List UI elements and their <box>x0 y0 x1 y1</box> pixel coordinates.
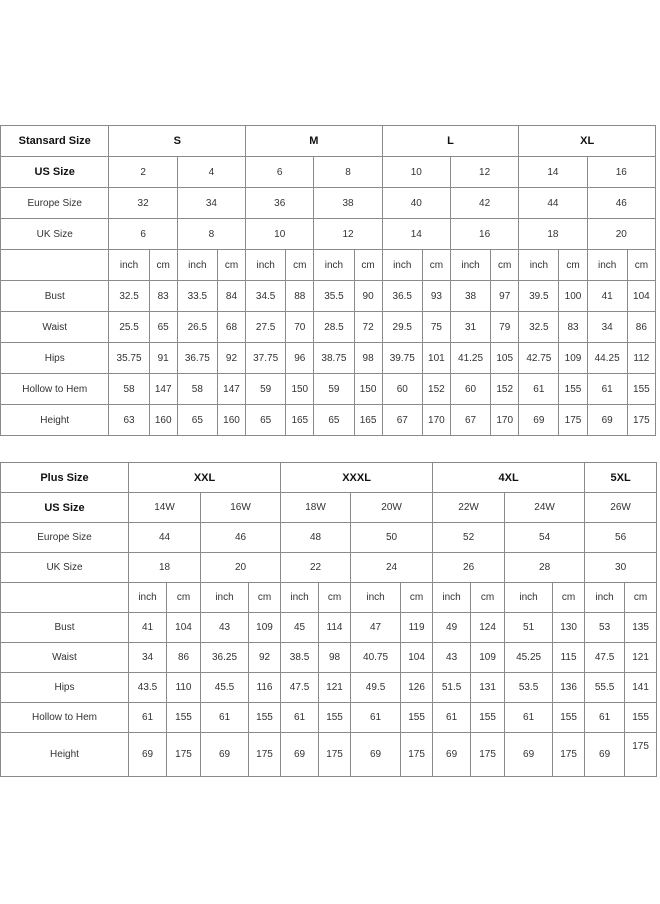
us-size-value: 12 <box>450 157 518 188</box>
us-size-value: 2 <box>109 157 177 188</box>
measurement-value: 65 <box>177 405 217 436</box>
uk-size-value: 18 <box>519 219 587 250</box>
uk-size-label: UK Size <box>1 553 129 583</box>
measurement-value: 40.75 <box>351 643 401 673</box>
measurement-value: 25.5 <box>109 312 149 343</box>
measurement-value: 124 <box>471 613 505 643</box>
europe-size-value: 50 <box>351 523 433 553</box>
measurement-value: 41.25 <box>450 343 490 374</box>
unit-cm: cm <box>553 583 585 613</box>
unit-cm: cm <box>491 250 519 281</box>
measurement-value: 104 <box>627 281 655 312</box>
unit-cm: cm <box>422 250 450 281</box>
measurement-value: 175 <box>167 733 201 777</box>
unit-inch: inch <box>177 250 217 281</box>
europe-size-value: 36 <box>246 188 314 219</box>
size-group-header: M <box>246 126 383 157</box>
measurement-value: 84 <box>217 281 245 312</box>
measurement-value: 170 <box>422 405 450 436</box>
unit-cm: cm <box>627 250 655 281</box>
measurement-value: 175 <box>249 733 281 777</box>
measurement-value: 49.5 <box>351 673 401 703</box>
measurement-value: 155 <box>167 703 201 733</box>
uk-size-value: 10 <box>246 219 314 250</box>
measurement-value: 33.5 <box>177 281 217 312</box>
measurement-value: 69 <box>519 405 559 436</box>
measurement-value: 60 <box>450 374 490 405</box>
measurement-value: 175 <box>627 405 655 436</box>
measurement-row <box>1 405 656 436</box>
us-size-value: 8 <box>314 157 382 188</box>
measurement-value: 165 <box>286 405 314 436</box>
unit-inch: inch <box>246 250 286 281</box>
measurement-value: 96 <box>286 343 314 374</box>
table-header-label: Plus Size <box>1 463 129 493</box>
uk-size-value: 22 <box>281 553 351 583</box>
europe-size-value: 48 <box>281 523 351 553</box>
measurement-value: 92 <box>249 643 281 673</box>
measurement-value: 42.75 <box>519 343 559 374</box>
measurement-value: 36.75 <box>177 343 217 374</box>
measurement-value: 69 <box>585 733 625 777</box>
measurement-value: 101 <box>422 343 450 374</box>
measurement-value: 175 <box>559 405 587 436</box>
measurement-value: 59 <box>246 374 286 405</box>
measurement-value: 98 <box>319 643 351 673</box>
measurement-value: 100 <box>559 281 587 312</box>
unit-inch: inch <box>129 583 167 613</box>
measurement-value: 121 <box>625 643 657 673</box>
measurement-value: 83 <box>149 281 177 312</box>
measurement-value: 32.5 <box>519 312 559 343</box>
measurement-value: 47.5 <box>281 673 319 703</box>
measurement-value: 45.5 <box>201 673 249 703</box>
europe-size-label: Europe Size <box>1 523 129 553</box>
us-size-value: 10 <box>382 157 450 188</box>
europe-size-value: 52 <box>433 523 505 553</box>
uk-size-value: 16 <box>450 219 518 250</box>
uk-size-value: 20 <box>201 553 281 583</box>
unit-inch: inch <box>109 250 149 281</box>
measurement-value: 36.25 <box>201 643 249 673</box>
measurement-value: 67 <box>382 405 422 436</box>
measurement-value: 43 <box>201 613 249 643</box>
unit-row <box>1 250 656 281</box>
measurement-label: Waist <box>1 312 109 343</box>
measurement-value: 34 <box>587 312 627 343</box>
measurement-value: 75 <box>422 312 450 343</box>
measurement-value: 37.75 <box>246 343 286 374</box>
measurement-value: 150 <box>286 374 314 405</box>
unit-inch: inch <box>585 583 625 613</box>
us-size-value: 6 <box>246 157 314 188</box>
europe-size-value: 32 <box>109 188 177 219</box>
europe-size-label: Europe Size <box>1 188 109 219</box>
uk-size-value: 8 <box>177 219 245 250</box>
measurement-value: 175 <box>625 733 657 777</box>
measurement-row <box>1 613 657 643</box>
uk-size-value: 28 <box>505 553 585 583</box>
size-group-header: S <box>109 126 246 157</box>
uk-size-value: 18 <box>129 553 201 583</box>
measurement-value: 155 <box>401 703 433 733</box>
measurement-value: 61 <box>433 703 471 733</box>
unit-cm: cm <box>625 583 657 613</box>
unit-cm: cm <box>559 250 587 281</box>
table-header-label: Stansard Size <box>1 126 109 157</box>
us-size-value: 24W <box>505 493 585 523</box>
measurement-value: 69 <box>129 733 167 777</box>
size-group-row <box>1 126 656 157</box>
measurement-value: 86 <box>167 643 201 673</box>
plus-size-table <box>0 462 657 777</box>
measurement-value: 59 <box>314 374 354 405</box>
measurement-value: 43 <box>433 643 471 673</box>
measurement-row <box>1 312 656 343</box>
measurement-label: Hollow to Hem <box>1 374 109 405</box>
measurement-value: 32.5 <box>109 281 149 312</box>
us-size-value: 16W <box>201 493 281 523</box>
measurement-row <box>1 643 657 673</box>
measurement-value: 28.5 <box>314 312 354 343</box>
unit-inch: inch <box>351 583 401 613</box>
us-size-value: 22W <box>433 493 505 523</box>
measurement-value: 60 <box>382 374 422 405</box>
measurement-value: 175 <box>319 733 351 777</box>
unit-inch: inch <box>281 583 319 613</box>
measurement-value: 61 <box>201 703 249 733</box>
measurement-value: 155 <box>627 374 655 405</box>
unit-inch: inch <box>587 250 627 281</box>
measurement-value: 31 <box>450 312 490 343</box>
measurement-value: 43.5 <box>129 673 167 703</box>
unit-cm: cm <box>319 583 351 613</box>
measurement-value: 105 <box>491 343 519 374</box>
measurement-value: 27.5 <box>246 312 286 343</box>
measurement-value: 29.5 <box>382 312 422 343</box>
measurement-value: 97 <box>491 281 519 312</box>
measurement-value: 70 <box>286 312 314 343</box>
measurement-value: 61 <box>587 374 627 405</box>
measurement-value: 38.75 <box>314 343 354 374</box>
europe-size-value: 56 <box>585 523 657 553</box>
measurement-value: 170 <box>491 405 519 436</box>
measurement-value: 90 <box>354 281 382 312</box>
unit-cm: cm <box>286 250 314 281</box>
measurement-value: 136 <box>553 673 585 703</box>
measurement-label: Hips <box>1 343 109 374</box>
measurement-value: 65 <box>314 405 354 436</box>
europe-size-value: 54 <box>505 523 585 553</box>
standard-size-table <box>0 125 656 436</box>
measurement-value: 175 <box>401 733 433 777</box>
measurement-value: 65 <box>149 312 177 343</box>
measurement-value: 160 <box>149 405 177 436</box>
measurement-value: 155 <box>553 703 585 733</box>
unit-inch: inch <box>201 583 249 613</box>
measurement-value: 88 <box>286 281 314 312</box>
measurement-value: 61 <box>351 703 401 733</box>
measurement-label: Waist <box>1 643 129 673</box>
uk-size-row <box>1 553 657 583</box>
unit-cm: cm <box>217 250 245 281</box>
measurement-value: 131 <box>471 673 505 703</box>
uk-size-value: 12 <box>314 219 382 250</box>
blank-cell <box>1 583 129 613</box>
measurement-value: 45.25 <box>505 643 553 673</box>
measurement-row <box>1 343 656 374</box>
measurement-value: 47.5 <box>585 643 625 673</box>
size-group-header: XL <box>519 126 656 157</box>
europe-size-value: 40 <box>382 188 450 219</box>
measurement-label: Height <box>1 733 129 777</box>
europe-size-value: 46 <box>201 523 281 553</box>
measurement-value: 72 <box>354 312 382 343</box>
measurement-value: 86 <box>627 312 655 343</box>
measurement-value: 160 <box>217 405 245 436</box>
measurement-value: 61 <box>519 374 559 405</box>
measurement-value: 61 <box>585 703 625 733</box>
measurement-value: 69 <box>505 733 553 777</box>
unit-inch: inch <box>519 250 559 281</box>
europe-size-row <box>1 188 656 219</box>
size-group-header: XXL <box>129 463 281 493</box>
measurement-value: 175 <box>553 733 585 777</box>
measurement-value: 69 <box>351 733 401 777</box>
measurement-value: 58 <box>109 374 149 405</box>
measurement-value: 44.25 <box>587 343 627 374</box>
measurement-value: 126 <box>401 673 433 703</box>
measurement-value: 53 <box>585 613 625 643</box>
europe-size-value: 42 <box>450 188 518 219</box>
measurement-value: 39.75 <box>382 343 422 374</box>
measurement-label: Hollow to Hem <box>1 703 129 733</box>
measurement-value: 55.5 <box>585 673 625 703</box>
measurement-value: 115 <box>553 643 585 673</box>
europe-size-value: 44 <box>519 188 587 219</box>
measurement-value: 98 <box>354 343 382 374</box>
unit-cm: cm <box>149 250 177 281</box>
measurement-value: 67 <box>450 405 490 436</box>
measurement-value: 114 <box>319 613 351 643</box>
us-size-value: 14W <box>129 493 201 523</box>
europe-size-row <box>1 523 657 553</box>
measurement-value: 47 <box>351 613 401 643</box>
uk-size-value: 20 <box>587 219 655 250</box>
uk-size-row <box>1 219 656 250</box>
measurement-value: 53.5 <box>505 673 553 703</box>
measurement-value: 141 <box>625 673 657 703</box>
unit-row <box>1 583 657 613</box>
measurement-row <box>1 673 657 703</box>
unit-cm: cm <box>471 583 505 613</box>
measurement-value: 69 <box>433 733 471 777</box>
measurement-value: 109 <box>249 613 281 643</box>
measurement-value: 91 <box>149 343 177 374</box>
europe-size-value: 46 <box>587 188 655 219</box>
measurement-value: 63 <box>109 405 149 436</box>
measurement-row <box>1 281 656 312</box>
measurement-value: 152 <box>422 374 450 405</box>
unit-cm: cm <box>249 583 281 613</box>
measurement-value: 152 <box>491 374 519 405</box>
uk-size-value: 24 <box>351 553 433 583</box>
measurement-value: 69 <box>201 733 249 777</box>
measurement-value: 45 <box>281 613 319 643</box>
measurement-value: 26.5 <box>177 312 217 343</box>
measurement-value: 121 <box>319 673 351 703</box>
measurement-label: Hips <box>1 673 129 703</box>
measurement-value: 175 <box>471 733 505 777</box>
unit-inch: inch <box>433 583 471 613</box>
measurement-value: 69 <box>587 405 627 436</box>
measurement-value: 34.5 <box>246 281 286 312</box>
unit-cm: cm <box>401 583 433 613</box>
measurement-value: 109 <box>559 343 587 374</box>
size-group-header: 5XL <box>585 463 657 493</box>
europe-size-value: 44 <box>129 523 201 553</box>
uk-size-value: 26 <box>433 553 505 583</box>
measurement-value: 150 <box>354 374 382 405</box>
measurement-value: 41 <box>129 613 167 643</box>
measurement-row <box>1 703 657 733</box>
measurement-value: 147 <box>149 374 177 405</box>
uk-size-label: UK Size <box>1 219 109 250</box>
europe-size-value: 34 <box>177 188 245 219</box>
us-size-value: 14 <box>519 157 587 188</box>
measurement-value: 61 <box>129 703 167 733</box>
unit-cm: cm <box>167 583 201 613</box>
measurement-value: 51 <box>505 613 553 643</box>
measurement-value: 147 <box>217 374 245 405</box>
measurement-value: 61 <box>281 703 319 733</box>
us-size-value: 18W <box>281 493 351 523</box>
us-size-row <box>1 493 657 523</box>
measurement-value: 92 <box>217 343 245 374</box>
measurement-value: 155 <box>471 703 505 733</box>
measurement-value: 69 <box>281 733 319 777</box>
measurement-value: 116 <box>249 673 281 703</box>
measurement-value: 155 <box>559 374 587 405</box>
uk-size-value: 6 <box>109 219 177 250</box>
us-size-value: 4 <box>177 157 245 188</box>
measurement-value: 79 <box>491 312 519 343</box>
size-group-row <box>1 463 657 493</box>
measurement-value: 35.75 <box>109 343 149 374</box>
us-size-value: 26W <box>585 493 657 523</box>
measurement-value: 104 <box>167 613 201 643</box>
unit-inch: inch <box>382 250 422 281</box>
measurement-value: 112 <box>627 343 655 374</box>
blank-cell <box>1 250 109 281</box>
measurement-value: 58 <box>177 374 217 405</box>
size-group-header: L <box>382 126 519 157</box>
unit-inch: inch <box>505 583 553 613</box>
size-group-header: 4XL <box>433 463 585 493</box>
measurement-value: 155 <box>319 703 351 733</box>
unit-inch: inch <box>450 250 490 281</box>
measurement-value: 34 <box>129 643 167 673</box>
measurement-value: 119 <box>401 613 433 643</box>
europe-size-value: 38 <box>314 188 382 219</box>
measurement-value: 36.5 <box>382 281 422 312</box>
measurement-value: 155 <box>249 703 281 733</box>
measurement-row <box>1 374 656 405</box>
measurement-value: 38 <box>450 281 490 312</box>
measurement-value: 68 <box>217 312 245 343</box>
measurement-label: Bust <box>1 281 109 312</box>
us-size-value: 16 <box>587 157 655 188</box>
uk-size-value: 14 <box>382 219 450 250</box>
measurement-value: 49 <box>433 613 471 643</box>
us-size-label: US Size <box>1 157 109 188</box>
size-group-header: XXXL <box>281 463 433 493</box>
measurement-value: 130 <box>553 613 585 643</box>
measurement-value: 38.5 <box>281 643 319 673</box>
measurement-value: 155 <box>625 703 657 733</box>
measurement-value: 165 <box>354 405 382 436</box>
measurement-value: 65 <box>246 405 286 436</box>
measurement-value: 110 <box>167 673 201 703</box>
measurement-value: 41 <box>587 281 627 312</box>
measurement-value: 93 <box>422 281 450 312</box>
us-size-row <box>1 157 656 188</box>
measurement-value: 35.5 <box>314 281 354 312</box>
uk-size-value: 30 <box>585 553 657 583</box>
measurement-value: 104 <box>401 643 433 673</box>
measurement-value: 61 <box>505 703 553 733</box>
unit-cm: cm <box>354 250 382 281</box>
measurement-label: Bust <box>1 613 129 643</box>
measurement-label: Height <box>1 405 109 436</box>
measurement-value: 51.5 <box>433 673 471 703</box>
measurement-value: 109 <box>471 643 505 673</box>
measurement-value: 83 <box>559 312 587 343</box>
measurement-value: 39.5 <box>519 281 559 312</box>
us-size-value: 20W <box>351 493 433 523</box>
measurement-row <box>1 733 657 777</box>
unit-inch: inch <box>314 250 354 281</box>
measurement-value: 135 <box>625 613 657 643</box>
us-size-label: US Size <box>1 493 129 523</box>
